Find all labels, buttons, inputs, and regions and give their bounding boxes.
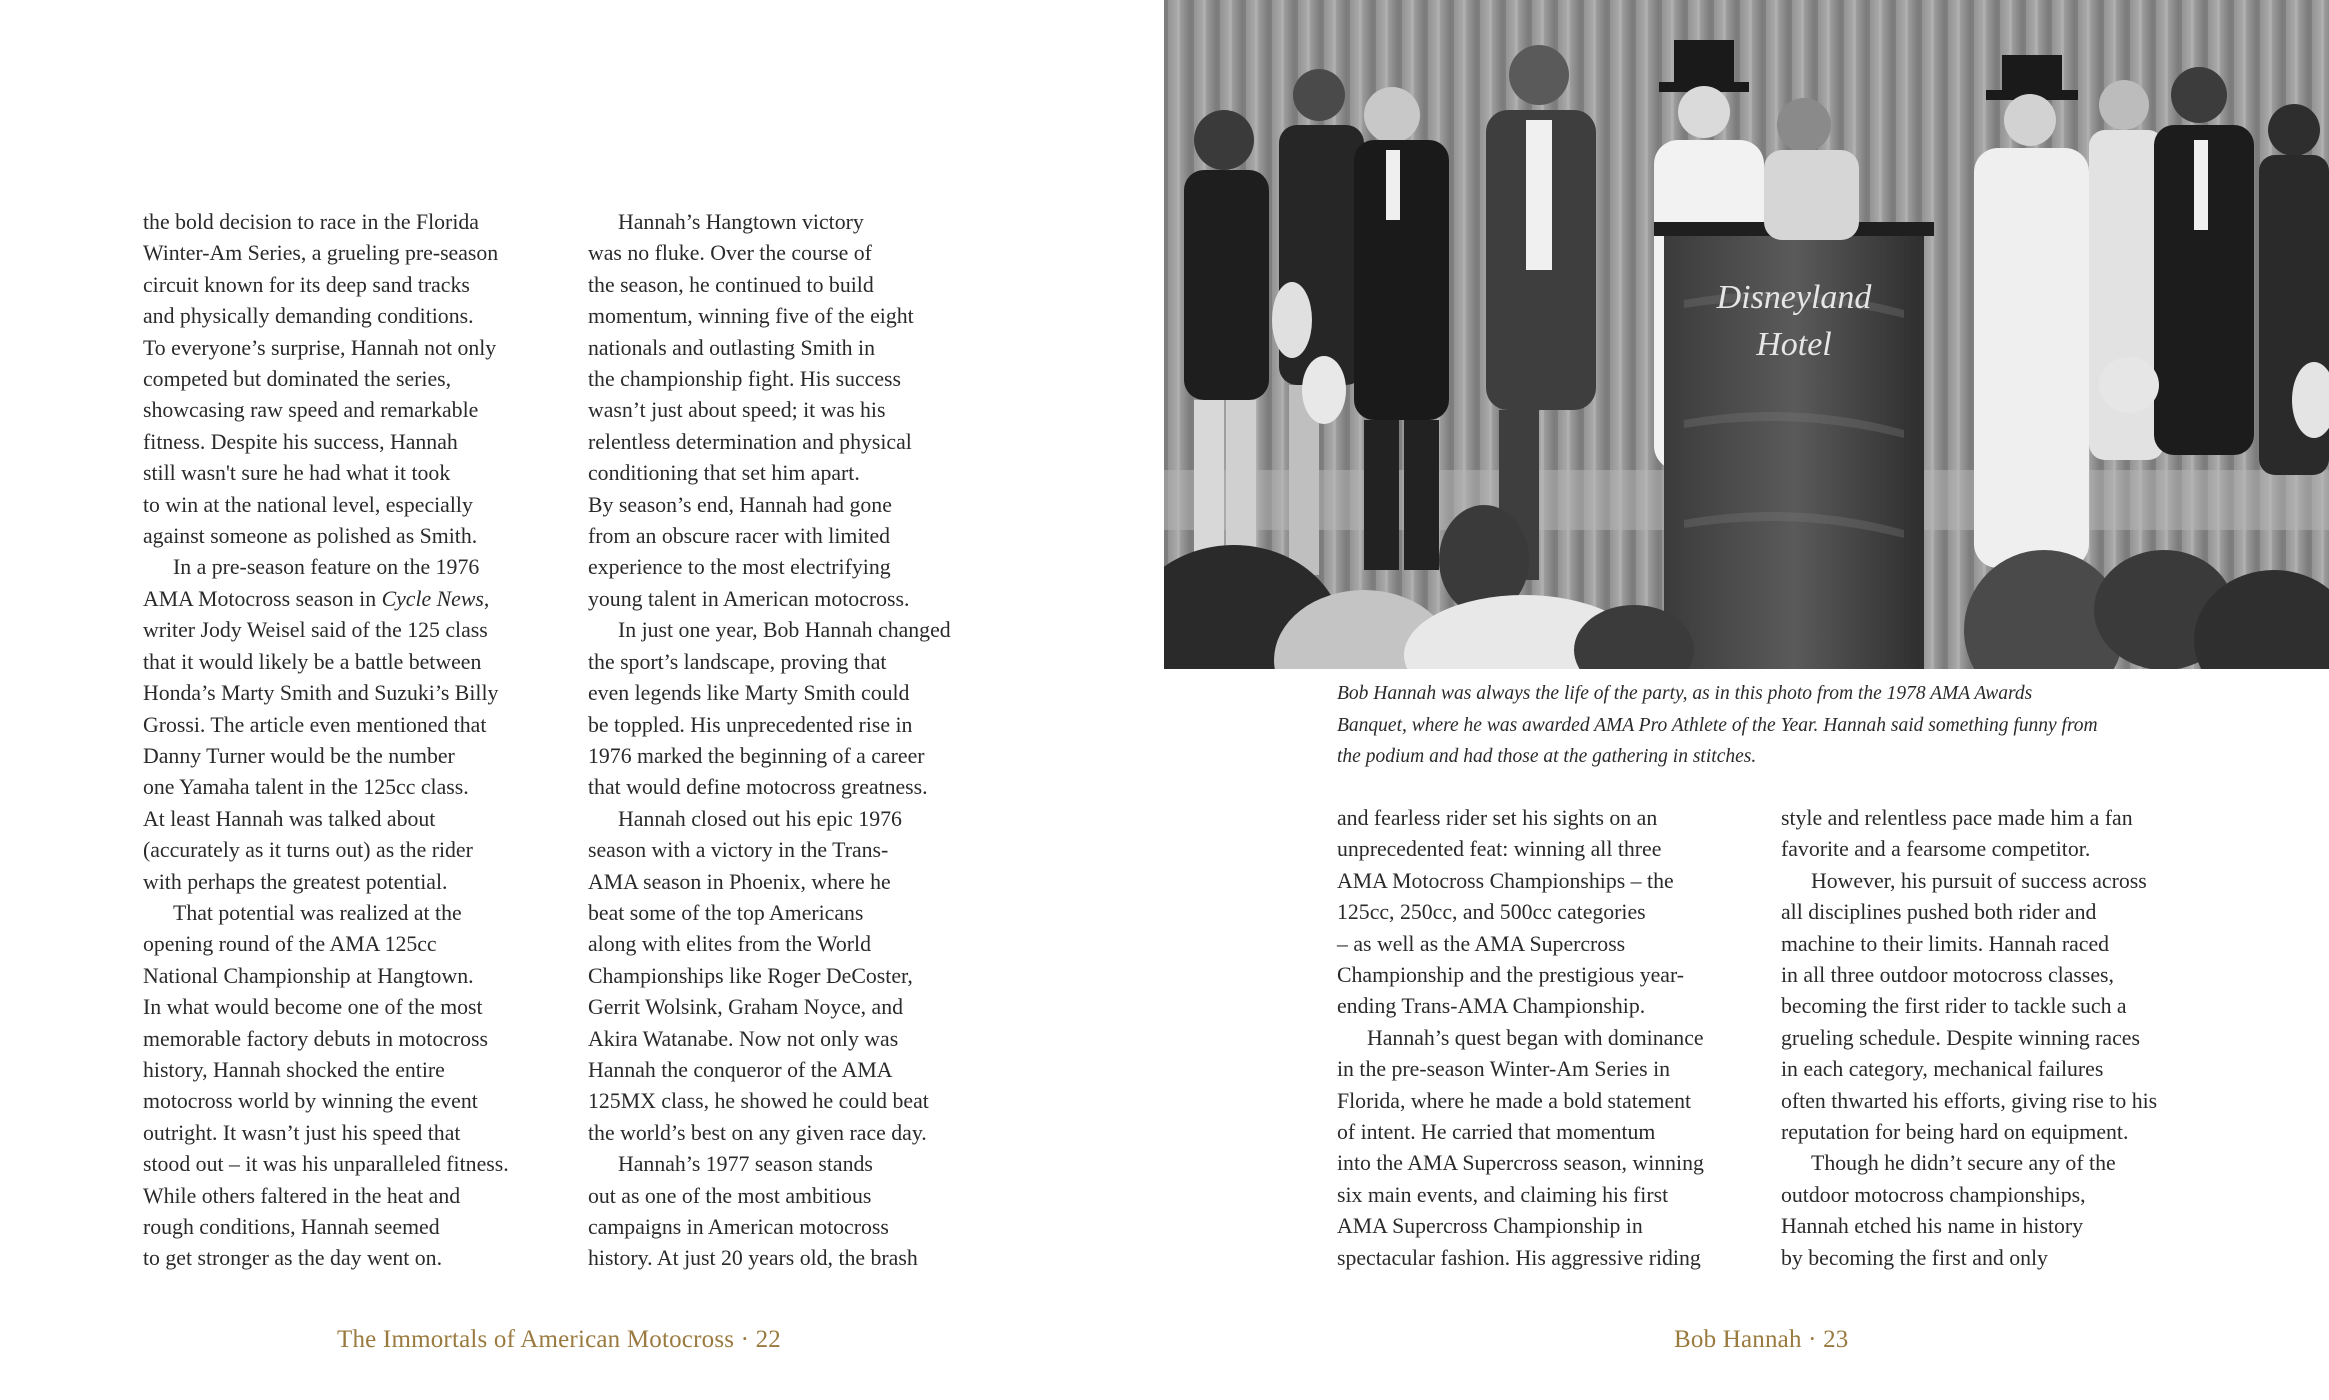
body-text-line: and fearless rider set his sights on an — [1337, 806, 1658, 830]
body-text-line: ending Trans-AMA Championship. — [1337, 994, 1646, 1019]
body-text-line: outright. It wasn’t just his speed that — [143, 1120, 461, 1145]
body-text-line: wasn’t just about speed; it was his — [588, 398, 886, 423]
body-text-line: Gerrit Wolsink, Graham Noyce, and — [588, 995, 904, 1020]
body-text-line: Hannah etched his name in history — [1781, 1214, 2084, 1239]
body-text-line: That potential was realized at the — [173, 900, 462, 925]
podium-sign-line-2: Hotel — [1756, 326, 1832, 363]
podium-sign-line-1: Disneyland — [1716, 279, 1872, 316]
body-text-line: circuit known for its deep sand tracks — [143, 272, 470, 297]
body-text-line: Grossi. The article even mentioned that — [143, 712, 487, 737]
banquet-photo — [1164, 0, 2329, 669]
left-column-1 — [143, 207, 563, 1275]
left-column-2 — [588, 207, 1008, 1275]
body-text-line: relentless determination and physical — [588, 429, 912, 454]
podium — [1654, 222, 1934, 669]
body-text-line: rough conditions, Hannah seemed — [143, 1215, 440, 1239]
body-text-line: favorite and a fearsome competitor. — [1781, 837, 2091, 862]
body-text-line: machine to their limits. Hannah raced — [1781, 931, 2110, 956]
body-text-line: Though he didn’t secure any of the — [1811, 1151, 2116, 1176]
body-text-line: – as well as the AMA Supercross — [1337, 931, 1626, 956]
body-text-line: season with a victory in the Trans- — [588, 838, 889, 863]
body-text-line: At least Hannah was talked about — [143, 806, 436, 831]
body-text-line: In a pre-season feature on the 1976 — [173, 555, 480, 580]
body-text-line: six main events, and claiming his first — [1337, 1182, 1669, 1207]
body-text-line: that it would likely be a battle between — [143, 649, 482, 674]
body-text-line: experience to the most electrifying — [588, 555, 891, 580]
body-text-line: the championship fight. His success — [588, 367, 901, 392]
photo-caption — [1337, 678, 2217, 773]
body-text-line: However, his pursuit of success across — [1811, 868, 2147, 893]
right-folio: Bob Hannah · 23 — [1674, 1326, 1849, 1353]
body-text-line: motocross world by winning the event — [143, 1089, 478, 1114]
body-text-line: Danny Turner would be the number — [143, 743, 455, 768]
body-text-line: AMA season in Phoenix, where he — [588, 869, 891, 894]
body-text-line: to get stronger as the day went on. — [143, 1246, 443, 1271]
body-text-line: in each category, mechanical failures — [1781, 1057, 2104, 1082]
body-text-line: Hannah’s Hangtown victory — [618, 210, 864, 234]
body-text-line: In what would become one of the most — [143, 995, 483, 1020]
body-text-line: in the pre-season Winter-Am Series in — [1337, 1057, 1671, 1082]
body-text-line: opening round of the AMA 125cc — [143, 932, 437, 957]
left-folio: The Immortals of American Motocross · 22 — [337, 1326, 782, 1353]
body-text-line: along with elites from the World — [588, 932, 871, 957]
body-text-line: conditioning that set him apart. — [588, 461, 860, 486]
caption-line: Bob Hannah was always the life of the party, as in this photo from the 1978 AMA Awards — [1337, 683, 2033, 704]
body-text-line: unprecedented feat: winning all three — [1337, 837, 1662, 862]
body-text-line: of intent. He carried that momentum — [1337, 1120, 1656, 1145]
body-text-line: stood out – it was his unparalleled fitness. — [143, 1152, 509, 1177]
body-text-line: In just one year, Bob Hannah changed — [618, 618, 951, 643]
body-text-line: momentum, winning five of the eight — [588, 304, 914, 329]
body-text-line: still wasn't sure he had what it took — [143, 461, 451, 486]
body-text-line: the sport’s landscape, proving that — [588, 649, 887, 674]
body-text-line: campaigns in American motocross — [588, 1215, 889, 1239]
body-text-line: with perhaps the greatest potential. — [143, 869, 448, 894]
body-text-line: Winter-Am Series, a grueling pre-season — [143, 241, 499, 266]
body-text-line: becoming the first rider to tackle such a — [1781, 994, 2127, 1019]
left-page — [0, 0, 1164, 1400]
body-text-line: By season’s end, Hannah had gone — [588, 492, 892, 517]
body-text-line: Florida, where he made a bold statement — [1337, 1088, 1692, 1113]
body-text-line: history, Hannah shocked the entire — [143, 1057, 445, 1082]
body-text-line: the bold decision to race in the Florida — [143, 210, 479, 234]
plaque-left-2 — [1302, 356, 1346, 424]
body-text-line: Hannah the conqueror of the AMA — [588, 1057, 893, 1082]
plaque-right-1 — [2099, 357, 2159, 413]
body-text-line: history. At just 20 years old, the brash — [588, 1246, 918, 1271]
body-text-line: and physically demanding conditions. — [143, 304, 474, 329]
body-text-line: by becoming the first and only — [1781, 1245, 2048, 1270]
body-text-line: from an obscure racer with limited — [588, 524, 891, 549]
body-text-line: be toppled. His unprecedented rise in — [588, 712, 913, 737]
body-text-line: young talent in American motocross. — [588, 586, 910, 611]
body-text-line: was no fluke. Over the course of — [588, 241, 872, 266]
body-text-line: against someone as polished as Smith. — [143, 524, 478, 549]
body-text-line: one Yamaha talent in the 125cc class. — [143, 775, 469, 800]
plaque-left-1 — [1272, 282, 1312, 358]
body-text-line: out as one of the most ambitious — [588, 1183, 872, 1208]
italic-title: Cycle News — [381, 586, 484, 611]
body-text-line: AMA Supercross Championship in — [1337, 1214, 1643, 1239]
right-column-2 — [1781, 803, 2201, 1274]
body-text-line: fitness. Despite his success, Hannah — [143, 429, 458, 454]
body-text-line: Hannah closed out his epic 1976 — [618, 806, 902, 831]
body-text-line: grueling schedule. Despite winning races — [1781, 1025, 2140, 1050]
body-text-line: often thwarted his efforts, giving rise to his — [1781, 1088, 2158, 1113]
body-text-line: writer Jody Weisel said of the 125 class — [143, 618, 488, 643]
body-text-line: the season, he continued to build — [588, 272, 874, 297]
body-text-line: Akira Watanabe. Now not only was — [588, 1026, 899, 1051]
body-text-line: beat some of the top Americans — [588, 900, 864, 925]
body-text-line: Hannah’s quest began with dominance — [1367, 1025, 1704, 1050]
body-text-line: in all three outdoor motocross classes, — [1781, 963, 2114, 988]
caption-line: the podium and had those at the gathering in stitches. — [1337, 746, 1757, 767]
body-text-line: spectacular fashion. His aggressive riding — [1337, 1245, 1701, 1270]
body-text-line: the world’s best on any given race day. — [588, 1120, 927, 1145]
body-text-line: competed but dominated the series, — [143, 367, 452, 392]
body-text-line: 1976 marked the beginning of a career — [588, 743, 925, 768]
body-text-line: to win at the national level, especially — [143, 492, 473, 517]
body-text-line: that would define motocross greatness. — [588, 775, 928, 800]
body-text-line: style and relentless pace made him a fan — [1781, 806, 2133, 830]
body-text-line: (accurately as it turns out) as the rider — [143, 838, 473, 863]
body-text-line: into the AMA Supercross season, winning — [1337, 1151, 1704, 1176]
body-text-line: Honda’s Marty Smith and Suzuki’s Billy — [143, 681, 499, 706]
body-text-line: To everyone’s surprise, Hannah not only — [143, 335, 497, 360]
caption-line: Banquet, where he was awarded AMA Pro Athlete of the Year. Hannah said something funny from — [1337, 714, 2098, 736]
body-text-line: showcasing raw speed and remarkable — [143, 398, 479, 423]
body-text-line: nationals and outlasting Smith in — [588, 335, 875, 360]
body-text-line: memorable factory debuts in motocross — [143, 1026, 489, 1051]
body-text-line: 125cc, 250cc, and 500cc categories — [1337, 900, 1646, 925]
body-text-line: AMA Motocross season in Cycle News, — [143, 586, 490, 611]
body-text-line: National Championship at Hangtown. — [143, 963, 474, 988]
body-text-line: 125MX class, he showed he could beat — [588, 1089, 929, 1114]
body-text-line: Championship and the prestigious year- — [1337, 963, 1685, 988]
body-text-line: AMA Motocross Championships – the — [1337, 868, 1674, 893]
body-text-line: even legends like Marty Smith could — [588, 681, 910, 706]
body-text-line: all disciplines pushed both rider and — [1781, 900, 2097, 925]
body-text-line: Championships like Roger DeCoster, — [588, 963, 913, 988]
body-text-line: While others faltered in the heat and — [143, 1183, 461, 1208]
right-column-1 — [1337, 803, 1757, 1274]
body-text-line: Hannah’s 1977 season stands — [618, 1152, 873, 1177]
body-text-line: reputation for being hard on equipment. — [1781, 1120, 2129, 1145]
body-text-line: outdoor motocross championships, — [1781, 1182, 2086, 1207]
